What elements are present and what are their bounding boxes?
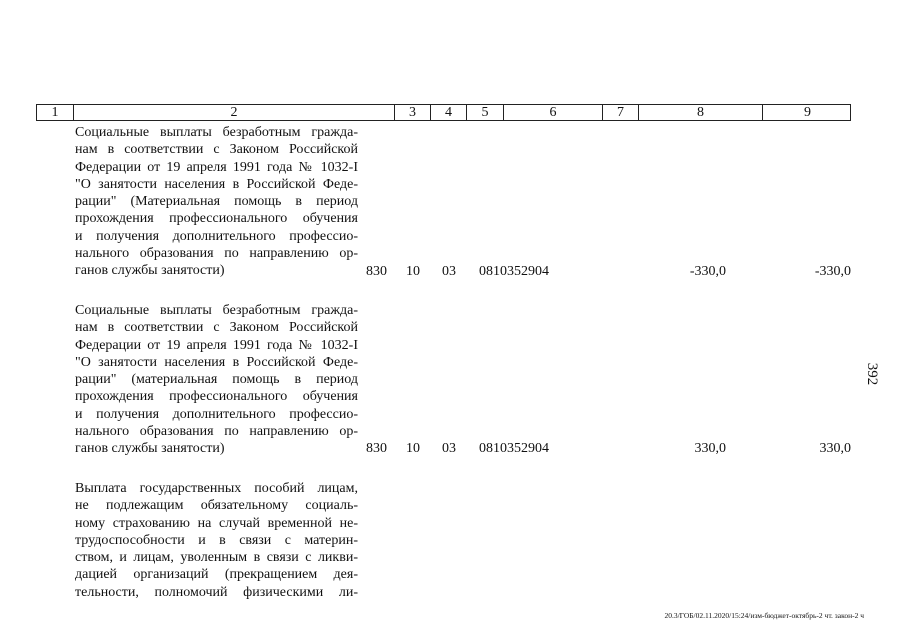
header-col-8: 8 — [639, 105, 763, 120]
row-2-col-5: 03 — [442, 441, 456, 456]
row-2-line: нам в соответствии с Законом Российской — [75, 320, 358, 336]
row-1-line: Социальные выплаты безработным гражда- — [75, 125, 358, 140]
header-col-1: 1 — [37, 105, 74, 120]
header-col-9: 9 — [804, 105, 811, 120]
row-2-line: рации" (материальная помощь в период — [75, 372, 358, 388]
row-1-line: Федерации от 19 апреля 1991 года № 1032-I — [75, 159, 358, 175]
row-3-line: ством, и лицам, уволенным в связи с ликви- — [75, 550, 358, 566]
header-col-4: 4 — [431, 105, 467, 120]
row-2-description — [75, 302, 358, 458]
row-3-line: не подлежащим обязательному социаль- — [75, 498, 358, 514]
row-2-col-9: 330,0 — [819, 441, 851, 456]
header-col-3: 3 — [395, 105, 431, 120]
footer-stamp: 20.3/ГОБ/02.11.2020/15:24/изм-бюджет-октябрь-2 чт. закон-2 ч — [664, 611, 864, 620]
row-2-line: Социальные выплаты безработным гражда- — [75, 303, 358, 318]
row-1-line: нам в соответствии с Законом Российской — [75, 142, 358, 158]
row-2-col-6: 0810352904 — [479, 441, 549, 456]
row-2-line: и получения дополнительного профессио- — [75, 406, 358, 422]
header-col-7: 7 — [603, 105, 639, 120]
row-2-col-3: 830 — [366, 441, 387, 456]
row-1-line: рации" (Материальная помощь в период — [75, 194, 358, 210]
row-1-line: прохождения профессионального обучения — [75, 211, 358, 227]
row-3-line: ному страхованию на случай временной не- — [75, 515, 358, 531]
table-header-row — [36, 104, 851, 121]
page-number: 392 — [864, 362, 880, 386]
row-1-col-4: 10 — [406, 264, 420, 279]
row-3-description — [75, 480, 358, 601]
row-2-line: Федерации от 19 апреля 1991 года № 1032-I — [75, 337, 358, 353]
row-1-description — [75, 124, 358, 280]
row-3-line: тельности, полномочий физическими ли- — [75, 584, 358, 600]
row-1-line: нального образования по направлению ор- — [75, 246, 358, 262]
row-2-line: "О занятости населения в Российской Феде- — [75, 354, 358, 370]
header-col-2: 2 — [74, 105, 395, 120]
row-2-line: ганов службы занятости) — [75, 441, 225, 457]
row-1-col-8: -330,0 — [689, 264, 726, 279]
row-1-line: ганов службы занятости) — [75, 263, 225, 279]
row-1-line: "О занятости населения в Российской Феде- — [75, 176, 358, 192]
row-3-line: трудоспособности и в связи с материн- — [75, 532, 358, 548]
row-1-col-3: 830 — [366, 264, 387, 279]
row-1-col-5: 03 — [442, 264, 456, 279]
row-1-col-9: -330,0 — [814, 264, 851, 279]
row-3-line: дацией организаций (прекращением дея- — [75, 567, 358, 583]
row-2-col-4: 10 — [406, 441, 420, 456]
row-3-line: Выплата государственных пособий лицам, — [75, 481, 358, 496]
row-2-col-8: 330,0 — [694, 441, 726, 456]
header-col-6: 6 — [504, 105, 603, 120]
row-1-line: и получения дополнительного профессио- — [75, 228, 358, 244]
row-1-col-6: 0810352904 — [479, 264, 549, 279]
row-2-line: нального образования по направлению ор- — [75, 424, 358, 440]
row-2-line: прохождения профессионального обучения — [75, 389, 358, 405]
header-col-5: 5 — [467, 105, 504, 120]
